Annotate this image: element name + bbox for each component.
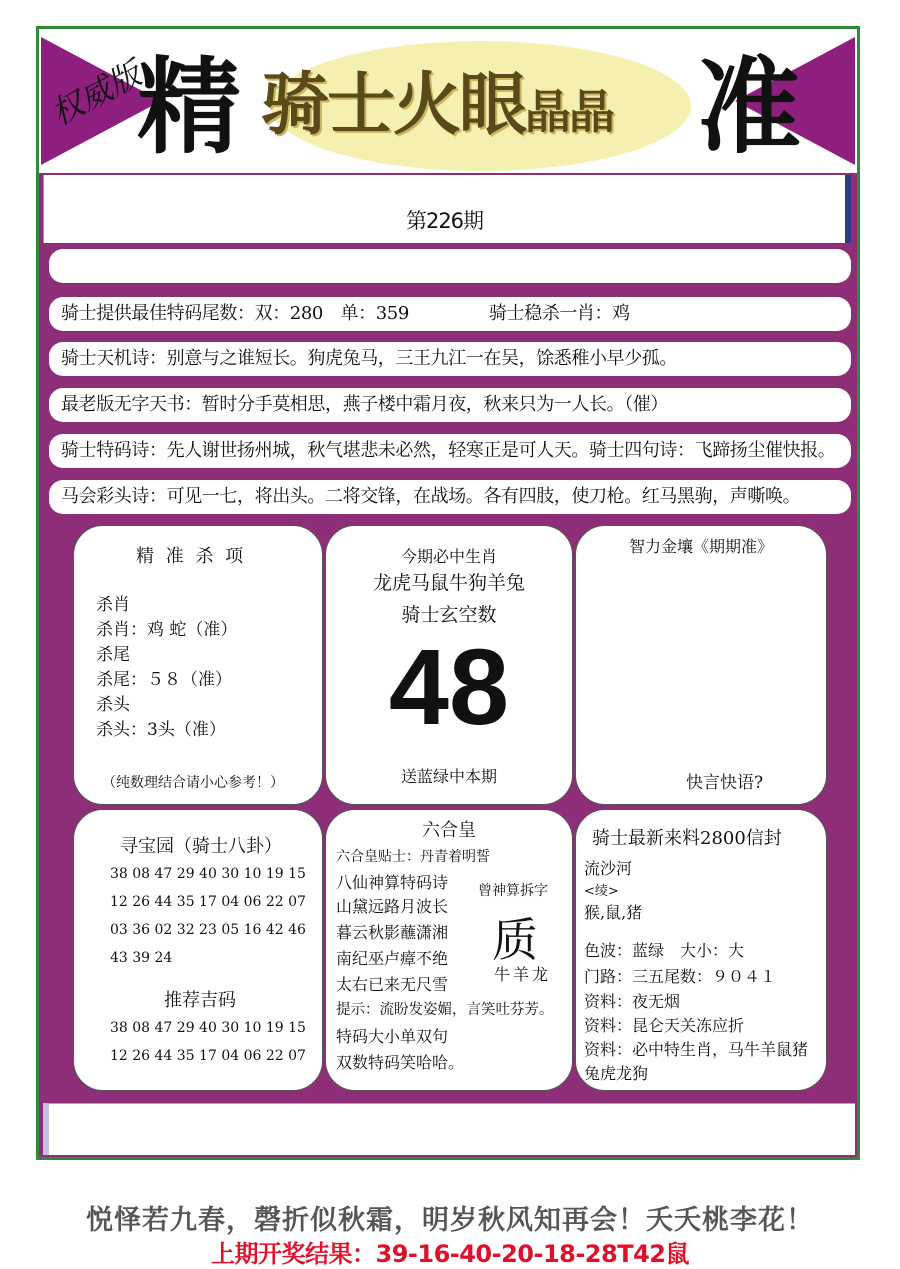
split-char: 质 bbox=[492, 913, 538, 967]
treasure-numbers: 38 08 47 29 40 30 10 19 15 bbox=[110, 866, 306, 882]
kill-line: 杀尾：５８（准） bbox=[96, 670, 232, 690]
center-box bbox=[325, 525, 573, 805]
treasure-box bbox=[73, 809, 323, 1091]
letters-line: 门路：三五尾数：９０４１ bbox=[584, 967, 777, 986]
last-result: 上期开奖结果：39-16-40-20-18-28T42鼠 bbox=[211, 1240, 689, 1268]
liuhe-title: 六合皇 bbox=[422, 820, 476, 841]
char-title: 曾神算拆字 bbox=[478, 883, 548, 899]
lucky-numbers: 12 26 44 35 17 04 06 22 07 bbox=[110, 1048, 306, 1064]
brand-small: 晶晶 bbox=[525, 85, 614, 139]
poem-line: 太右已来无尺雪 bbox=[336, 975, 449, 994]
letters-line: 资料：必中特生肖，马牛羊鼠猪 bbox=[584, 1040, 809, 1059]
footer-poem: 悦怿若九春，磬折似秋霜，明岁秋风知再会！夭夭桃李花！ bbox=[86, 1205, 814, 1236]
special-poem-text: 骑士特码诗：先人谢世扬州城，秋气堪悲未必然，轻寒正是可人天。骑士四句诗：飞蹄扬尘催快报。 bbox=[61, 440, 836, 461]
tail-number-text: 骑士提供最佳特码尾数：双：280 单：359 bbox=[61, 303, 409, 324]
liuhe-end1: 特码大小单双句 bbox=[336, 1027, 449, 1046]
kill-note: （纯数理结合请小心参考！） bbox=[102, 775, 284, 791]
letters-line: 兔虎龙狗 bbox=[584, 1064, 649, 1083]
bottom-bar bbox=[43, 1103, 855, 1155]
center-line1: 今期必中生肖 bbox=[400, 547, 497, 566]
center-bottom: 送蓝绿中本期 bbox=[400, 767, 497, 786]
lucky-poem-text: 马会彩头诗：可见一七，将出头。二将交锋，在战场。各有四肢，使刀枪。红马黑驹，声嘶唤。 bbox=[61, 486, 801, 507]
letters-title: 骑士最新来料2800信封 bbox=[592, 828, 782, 849]
wisdom-bottom: 快言快语? bbox=[686, 773, 764, 793]
treasure-title: 寻宝园（骑士八卦） bbox=[120, 836, 282, 857]
liuhe-tip: 六合皇贴士：丹青着明誓 bbox=[336, 849, 490, 865]
poem-line: 暮云秋影蘸潇湘 bbox=[336, 923, 449, 942]
right-big-char: 准 bbox=[697, 45, 802, 168]
big-number: 48 bbox=[388, 626, 510, 747]
header-banner bbox=[39, 29, 857, 173]
left-big-char: 精 bbox=[137, 45, 242, 168]
treasure-numbers: 03 36 02 32 23 05 16 42 46 bbox=[110, 922, 306, 938]
char-zodiacs: 牛羊龙 bbox=[494, 965, 552, 984]
wisdom-box bbox=[575, 525, 827, 805]
wisdom-title: 智力金壤《期期准》 bbox=[628, 537, 773, 556]
kill-line: 杀尾 bbox=[96, 645, 130, 665]
kill-box bbox=[73, 525, 323, 805]
letters-line: <绫> bbox=[584, 884, 619, 899]
treasure-numbers: 12 26 44 35 17 04 06 22 07 bbox=[110, 894, 306, 910]
info-row-3 bbox=[49, 388, 851, 422]
wordless-book-text: 最老版无字天书：暂时分手莫相思，燕子楼中霜月夜，秋来只为一人长。（催） bbox=[61, 394, 668, 415]
letters-line: 资料：夜无烟 bbox=[584, 992, 681, 1011]
letters-line: 流沙河 bbox=[584, 859, 633, 878]
center-line3: 骑士玄空数 bbox=[401, 604, 497, 626]
letters-line: 猴,鼠,猪 bbox=[584, 903, 643, 922]
brand-title bbox=[261, 65, 614, 145]
treasure-numbers: 43 39 24 bbox=[110, 950, 173, 966]
kill-zodiac-text: 骑士稳杀一肖：鸡 bbox=[488, 303, 630, 324]
liuhe-box bbox=[325, 809, 573, 1091]
period-label: 第226期 bbox=[405, 209, 484, 233]
info-row-5 bbox=[49, 480, 851, 514]
lucky-numbers: 38 08 47 29 40 30 10 19 15 bbox=[110, 1020, 306, 1036]
letters-line: 色波：蓝绿 大小：大 bbox=[584, 941, 745, 960]
poem-line: 南纪巫卢瘴不绝 bbox=[336, 949, 449, 968]
edition-label: 权威版 bbox=[44, 54, 148, 134]
info-row-4 bbox=[49, 434, 851, 468]
main-frame bbox=[36, 26, 860, 1160]
kill-line: 杀头：3头（准） bbox=[96, 720, 226, 740]
center-zodiacs: 龙虎马鼠牛狗羊兔 bbox=[372, 572, 525, 594]
liuhe-hint: 提示：流盼发姿媚，言笑吐芬芳。 bbox=[336, 1002, 554, 1018]
liuhe-end2: 双数特码笑哈哈。 bbox=[336, 1053, 465, 1072]
info-row-2 bbox=[49, 342, 851, 376]
kill-line: 杀肖：鸡 蛇（准） bbox=[96, 620, 238, 640]
brand-main: 骑士火眼 bbox=[261, 65, 526, 145]
poem-line: 山黛远路月波长 bbox=[336, 897, 449, 916]
letters-line: 资料：昆仑天关冻应折 bbox=[584, 1016, 745, 1035]
letters-box bbox=[575, 809, 827, 1091]
kill-line: 杀头 bbox=[96, 695, 130, 715]
period-bar bbox=[43, 175, 851, 243]
lucky-numbers-title: 推荐吉码 bbox=[164, 990, 236, 1011]
kill-title: 精 准 杀 项 bbox=[136, 546, 247, 567]
heaven-poem-text: 骑士天机诗：别意与之谁短长。狗虎兔马，三王九江一在吴，馀悉稚小早少孤。 bbox=[61, 348, 677, 369]
empty-row bbox=[49, 249, 851, 283]
info-row-1 bbox=[49, 297, 851, 331]
poem-title: 八仙神算特码诗 bbox=[336, 873, 449, 892]
kill-line: 杀肖 bbox=[96, 595, 130, 615]
